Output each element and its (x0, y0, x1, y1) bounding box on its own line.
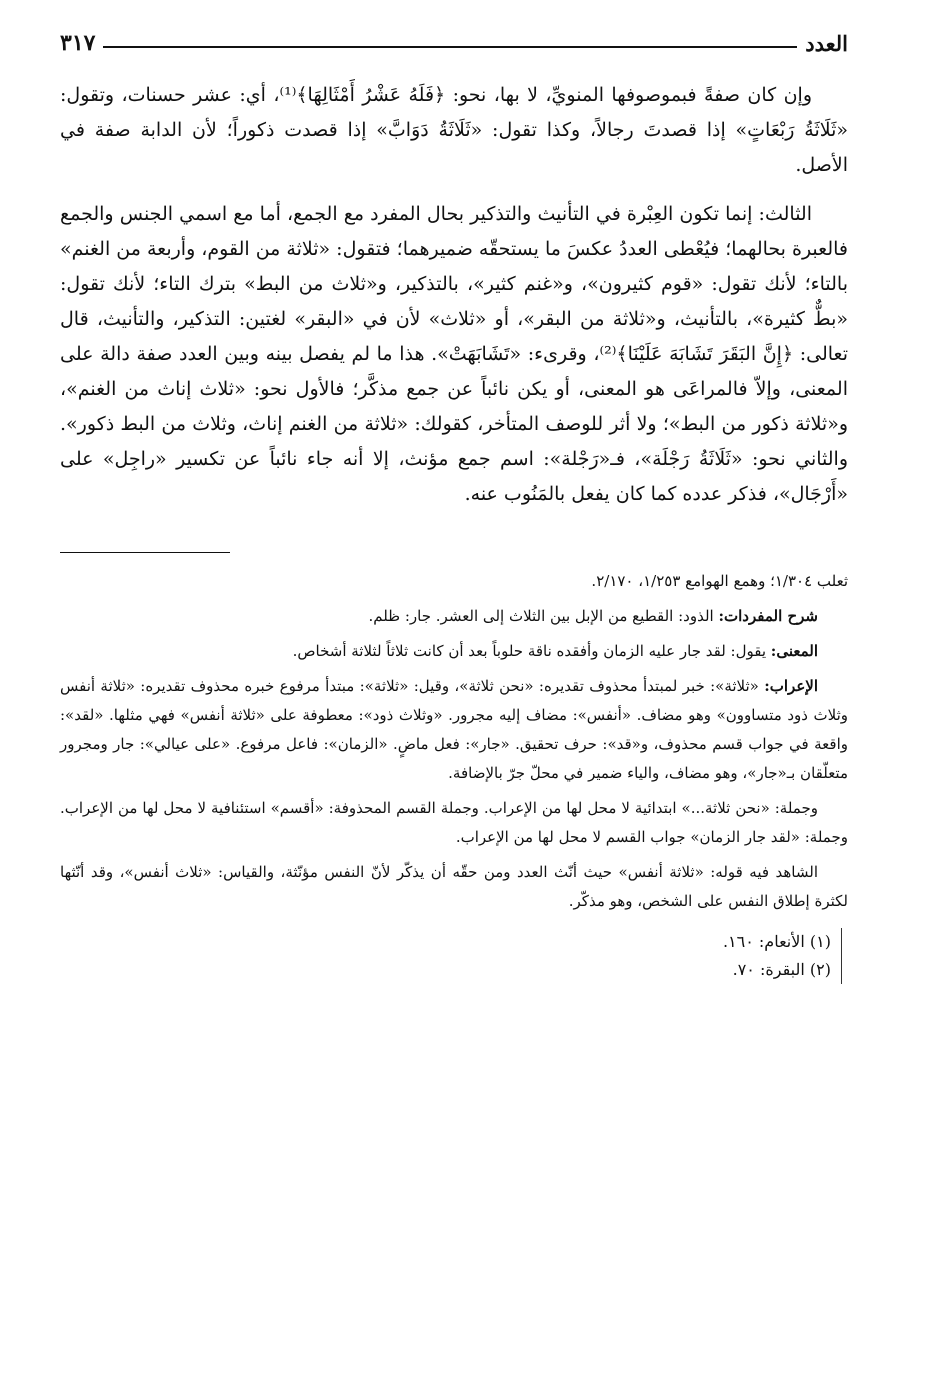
document-page (60, 26, 848, 1366)
evidence-note: الشاهد فيه قوله: «ثلاثة أنفس» حيث أنّث العدد ومن حقّه أن يذكّر لأنّ النفس مؤنّثة، والقياس: «ثلاث أنفس»، وقد أنّثها لكثرة إطلاق النفس على الشخص، وهو مذكّر. (60, 863, 848, 910)
source-citation: ثعلب ١/٣٠٤؛ وهمع الهوامع ١/٢٥٣، ٢/١٧٠. (591, 572, 848, 590)
vocabulary-note (60, 602, 848, 631)
meaning-label: المعنى: (770, 642, 818, 660)
paragraph: وإن كان صفةً فبموصوفها المنويِّ، لا بها، نحو: ﴿فَلَهُ عَشْرُ أَمْثَالِهَا﴾⁽¹⁾، أي: عشر حسنات، وتقول: «ثَلَاثَةُ رَبْعَاتٍ» إذا قصدتَ رجالاً، وكذا تقول: «ثَلَاثَةُ دَوَابَّ» إذا قصدت ذكوراً؛ لأن الدابة صفة في الأصل. (60, 84, 848, 176)
footnote-separator (60, 552, 230, 553)
paragraph: الثالث: إنما تكون العِبْرة في التأنيث والتذكير بحال المفرد مع الجمع، أما مع اسمي الجنس والجمع فالعبرة بحالهما؛ فيُعْطى العددُ عكسَ ما يستحقّه ضميرهما؛ فتقول: «ثلاثة من القوم، وأربعة من الغنم» بالتاء؛ لأنك تقول: «قوم كثيرون»، و«غنم كثير»، بالتذكير، و«ثلاث من البط» بترك التاء؛ لأنك تقول: «بطٌّ كثيرة»، بالتأنيث، و«ثلاثة من البقر»، أو «ثلاث» لأن في «البقر» لغتين: التذكير، والتأنيث، قال تعالى: ﴿إِنَّ البَقَرَ تَشَابَهَ عَلَيْنَا﴾⁽²⁾، وقرىء: «تَشَابَهَتْ». هذا ما لم يفصل بينه وبين العدد صفة دالة على المعنى، وإلاّ فالمراعَى هو المعنى، أو يكن نائباً عن جمع مذكَّر؛ فالأول نحو: «ثلاث إناث من الغنم»، و«ثلاثة ذكور من البط»؛ ولا أثر للوصف المتأخر، كقولك: «ثلاثة من الغنم إناث، وثلاث من البط ذكور». والثاني نحو: «ثَلَاثَةُ رَجْلَة»، فـ«رَجْلة»: اسم جمع مؤنث، إلا أنه جاء نائباً عن تكسير «راجِل» على «أَرْجَال»، فذكر عدده كما كان يفعل بالمَنُوب عنه. (60, 203, 848, 505)
meaning-note (60, 637, 848, 666)
header-rule (103, 46, 797, 48)
sentences-note: وجملة: «نحن ثلاثة...» ابتدائية لا محل لها من الإعراب. وجملة القسم المحذوفة: «أقسم» استئنافية لا محل لها من الإعراب. وجملة: «لقد جار الزمان» جواب القسم لا محل لها من الإعراب. (60, 799, 848, 846)
parsing-label: الإعراب: (764, 677, 818, 695)
parsing-note (60, 672, 848, 788)
parsing-text: «ثلاثة»: خبر لمبتدأ محذوف تقديره: «نحن ثلاثة»، وقيل: «ثلاثة»: مبتدأ مرفوع خبره محذوف تقديره: «ثلاثة أنفس وثلاث ذود متساوون» وهو مضاف. «أنفس»: مضاف إليه مجرور. «وثلاث ذود»: معطوفة على «ثلاثة أنفس» فهي مثلها. «لقد»: واقعة في جواب قسم محذوف، و«قد»: حرف تحقيق. «جار»: فعل ماضٍ. «الزمان»: فاعل مرفوع. «على عيالي»: جار ومجرور متعلّقان بـ«جار»، وهو مضاف، والياء ضمير في محلّ جرّ بالإضافة. (60, 677, 848, 782)
footnotes (60, 928, 842, 984)
meaning-text: يقول: لقد جار عليه الزمان وأفقده ناقة حلوباً بعد أن كانت ثلاثاً لثلاثة أشخاص. (292, 642, 766, 660)
vocabulary-text: الذود: القطيع من الإبل بين الثلاث إلى العشر. جار: ظلم. (368, 607, 714, 625)
footnote-item: (٢) البقرة: ٧٠. (732, 960, 831, 979)
chapter-title: العدد (805, 30, 848, 56)
footnote-item: (١) الأنعام: ١٦٠. (722, 932, 831, 951)
verse-commentary (60, 567, 848, 916)
running-header (60, 26, 848, 60)
vocabulary-label: شرح المفردات: (718, 607, 818, 625)
page-number: ٣١٧ (60, 30, 96, 56)
main-text (60, 78, 848, 512)
